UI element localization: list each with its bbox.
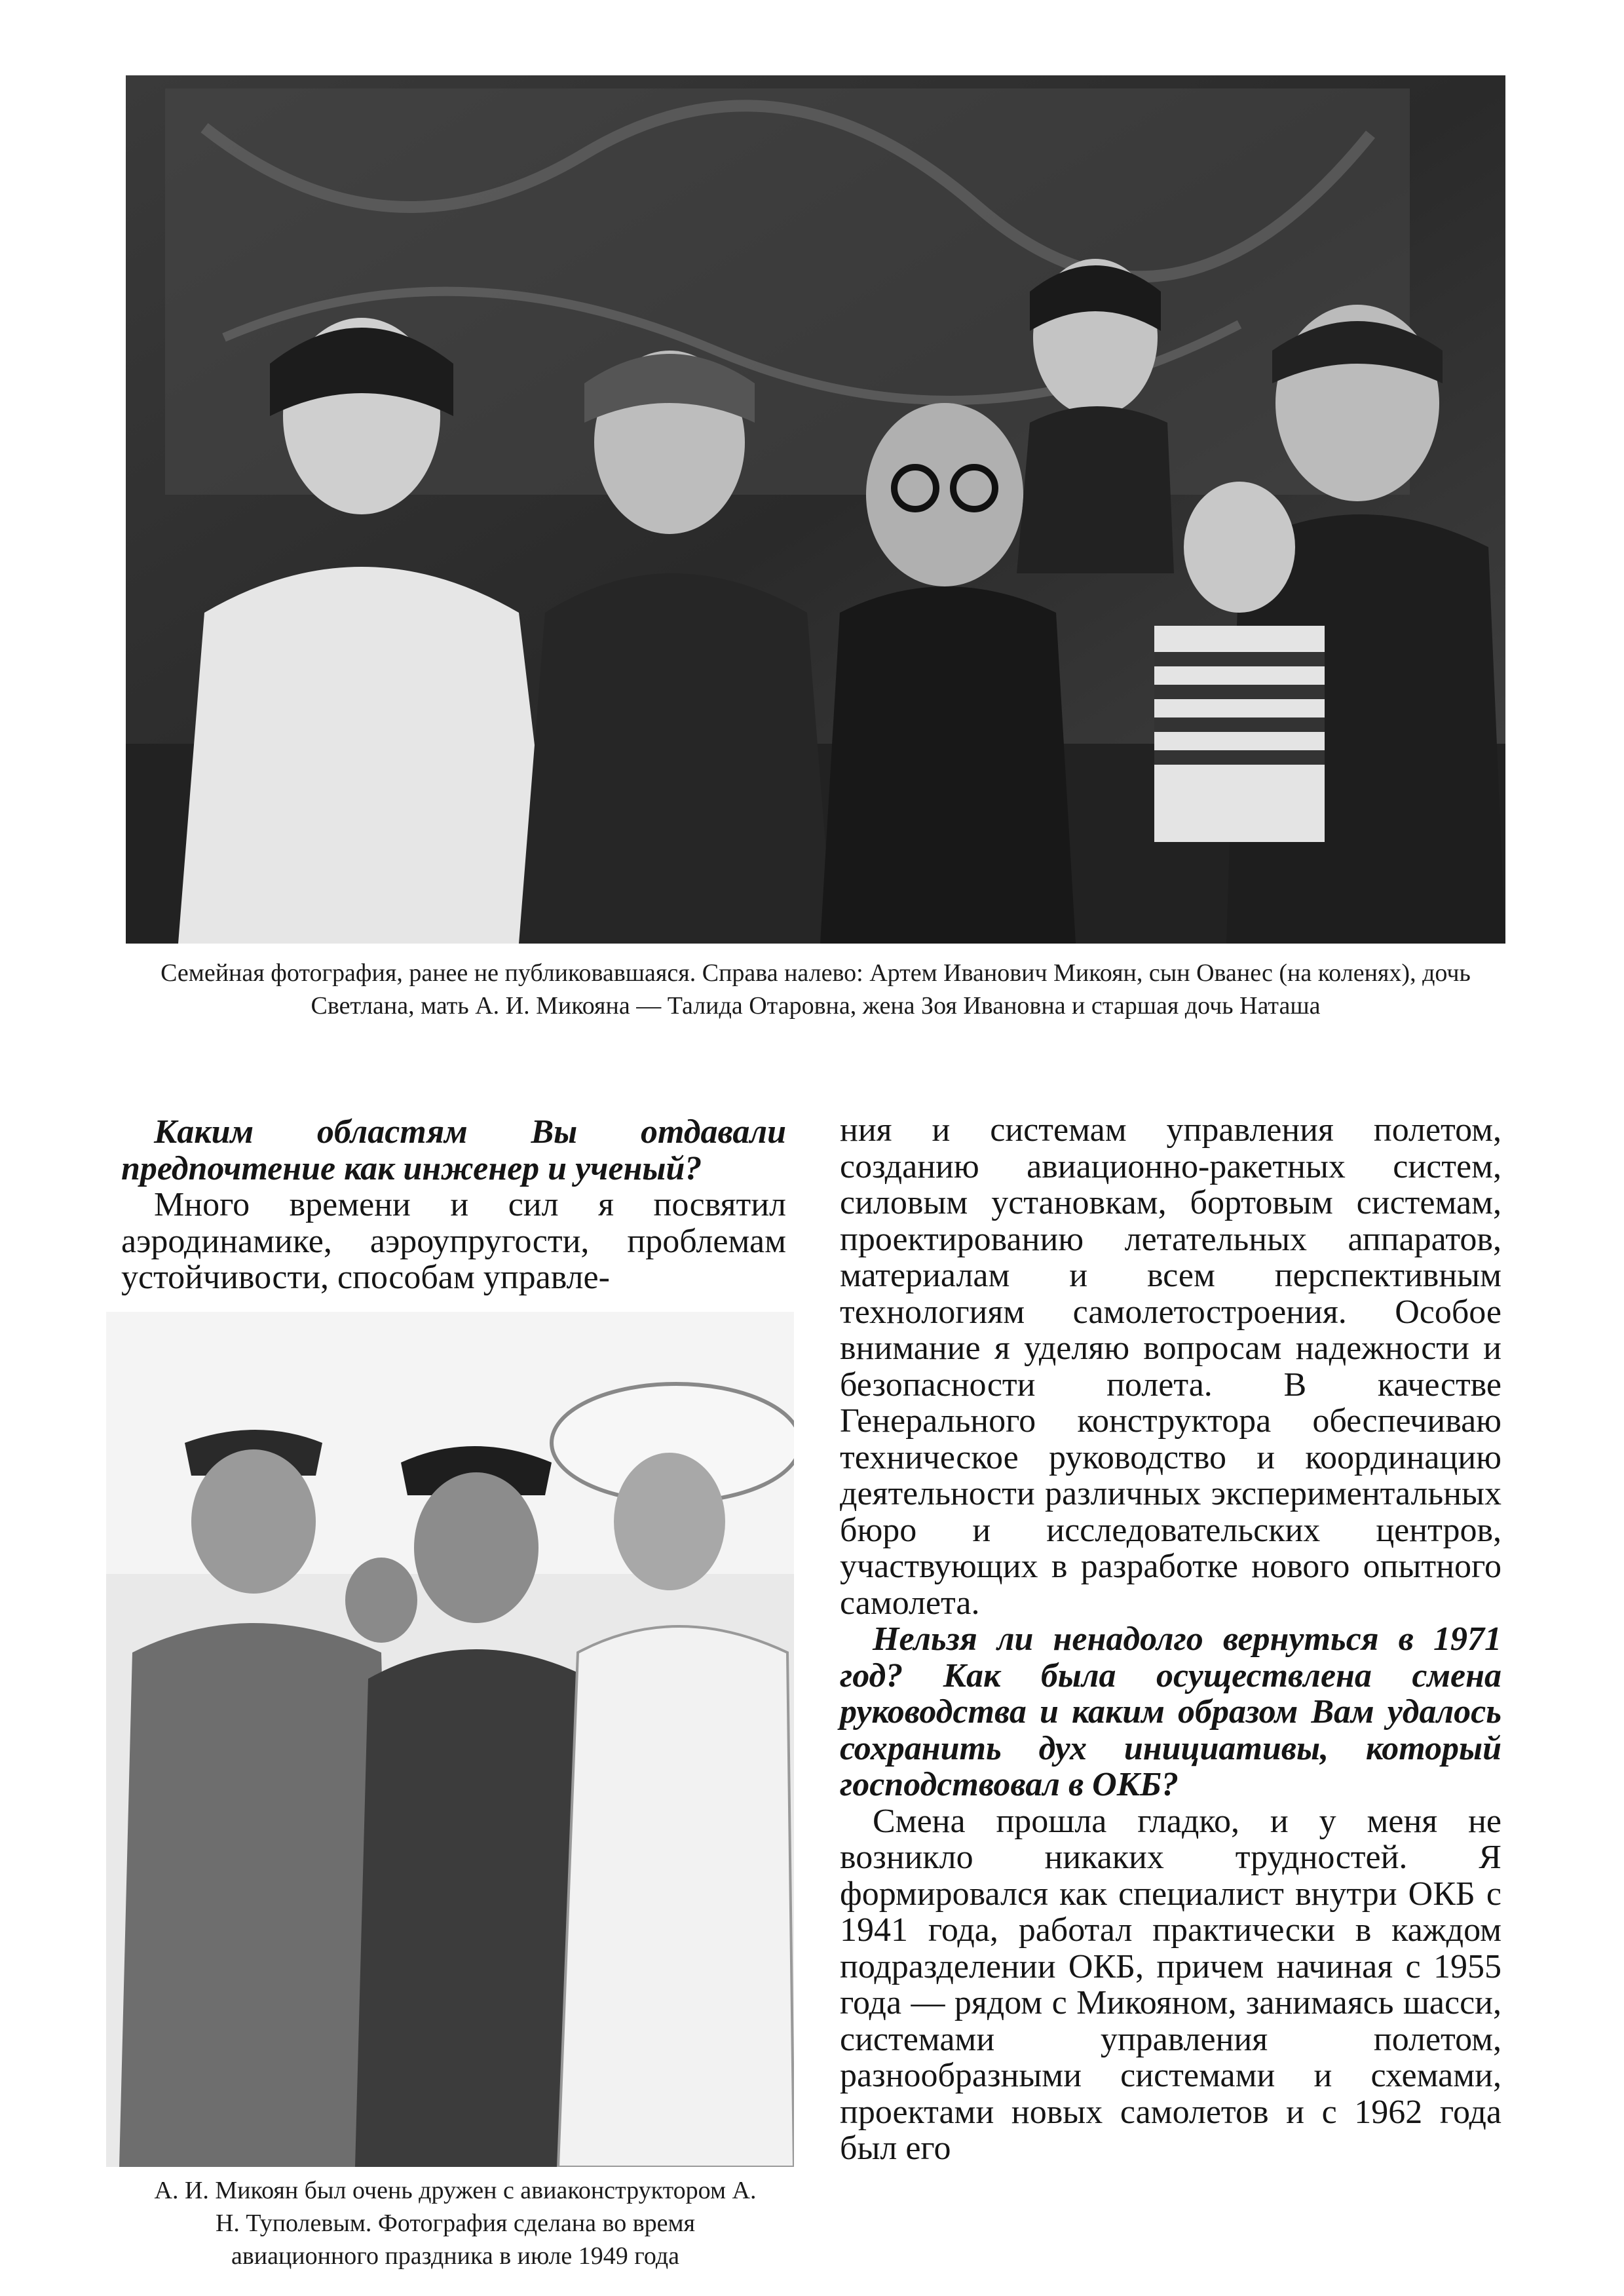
family-photo-caption: Семейная фотография, ранее не публиковавшаяся. Справа налево: Артем Иванович Микоян, сын Ованес (на коленях), дочь Светлана, мать А. И. Микояна — Талида Отаровна, жена Зоя Ивановна и старшая дочь Наташа: [161, 959, 1471, 1020]
tupolev-photo: [106, 1312, 794, 2167]
family-photo-image: [126, 75, 1505, 944]
answer-1-start: Много времени и сил я посвятил аэродинамике, аэроупругости, проблемам устойчивости, способам управле-: [121, 1186, 786, 1296]
tupolev-photo-caption: А. И. Микоян был очень дружен с авиаконструктором А. Н. Туполевым. Фотография сделана во время авиационного праздника в июле 1949 года: [154, 2177, 757, 2270]
tupolev-photo-image: [106, 1312, 794, 2167]
family-photo: [126, 75, 1505, 944]
right-column: [840, 1112, 1501, 2167]
answer-2: Смена прошла гладко, и у меня не возникло никаких трудностей. Я формировался как специалист внутри ОКБ с 1941 года, работал практически в каждом подразделении ОКБ, причем начиная с 1955 года — рядом с Микояном, занимаясь шасси, системами управления полетом, разнообразными системами и схемами, проектами новых самолетов и с 1962 года был его: [840, 1802, 1501, 2167]
question-2: Нельзя ли ненадолго вернуться в 1971 год? Как была осуществлена смена руководства и каким образом Вам удалось сохранить дух инициативы, который господствовал в ОКБ?: [840, 1620, 1501, 1803]
left-column: [121, 1114, 786, 1296]
answer-1-continued: ния и системам управления полетом, созданию авиационно-ракетных систем, силовым установкам, бортовым системам, проектированию летательных аппаратов, материалам и всем перспективным технологиям самолетостроения. Особое внимание я уделяю вопросам надежности и безопасности полета. В качестве Генерального конструктора обеспечиваю техническое руководство и координацию деятельности различных экспериментальных бюро и исследовательских центров, участвующих в разработке нового опытного самолета.: [840, 1111, 1501, 1622]
question-1: Каким областям Вы отдавали предпочтение как инженер и ученый?: [121, 1113, 786, 1187]
